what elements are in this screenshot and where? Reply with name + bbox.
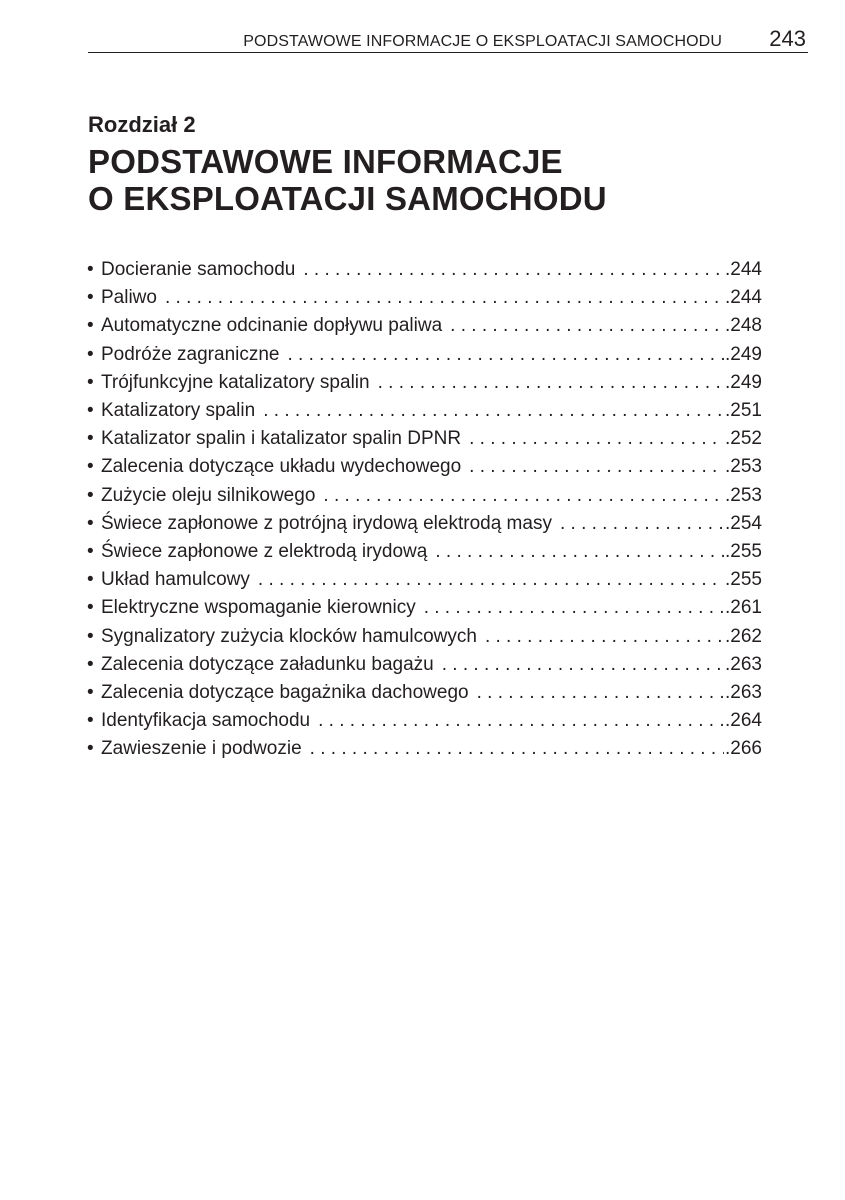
toc-entry[interactable]: [87, 482, 762, 510]
bullet-icon: •: [87, 710, 94, 732]
bullet-icon: •: [87, 569, 94, 591]
toc-entry-page: .263: [725, 681, 762, 703]
toc-entry-page: .244: [725, 287, 762, 309]
bullet-icon: •: [87, 400, 94, 422]
toc-entry-title: Docieranie samochodu: [101, 259, 296, 281]
toc-entry-title: Identyfikacja samochodu: [101, 710, 311, 732]
toc-entry-title: Elektryczne wspomaganie kierownicy: [101, 597, 416, 619]
toc-entry-title: Zalecenia dotyczące układu wydechowego: [101, 456, 462, 478]
toc-entry-page: .262: [725, 625, 762, 647]
page-number: 243: [769, 26, 806, 51]
toc-entry[interactable]: [87, 622, 762, 650]
dot-leader: [469, 427, 724, 451]
toc-entry-page: .251: [725, 400, 762, 422]
dot-leader: [435, 540, 724, 564]
chapter-title-line-2: O EKSPLOATACJI SAMOCHODU: [88, 180, 607, 217]
toc-entry[interactable]: [87, 594, 762, 622]
toc-entry-title: Zawieszenie i podwozie: [101, 738, 302, 760]
bullet-icon: •: [87, 371, 94, 393]
table-of-contents: [87, 256, 762, 763]
dot-leader: [424, 596, 724, 620]
bullet-icon: •: [87, 625, 94, 647]
dot-leader: [485, 625, 724, 649]
dot-leader: [560, 512, 724, 536]
toc-entry-title: Katalizatory spalin: [101, 400, 256, 422]
toc-entry-page: .266: [725, 738, 762, 760]
toc-entry-title: Zalecenia dotyczące załadunku bagażu: [101, 653, 434, 675]
dot-leader: [450, 314, 724, 338]
toc-entry-page: .248: [725, 315, 762, 337]
toc-entry[interactable]: [87, 707, 762, 735]
toc-entry[interactable]: [87, 510, 762, 538]
toc-entry-title: Układ hamulcowy: [101, 569, 250, 591]
toc-entry[interactable]: [87, 256, 762, 284]
toc-entry-page: .253: [725, 456, 762, 478]
bullet-icon: •: [87, 484, 94, 506]
toc-entry[interactable]: [87, 735, 762, 763]
toc-entry-title: Trójfunkcyjne katalizatory spalin: [101, 371, 370, 393]
toc-entry[interactable]: [87, 651, 762, 679]
bullet-icon: •: [87, 287, 94, 309]
dot-leader: [263, 399, 724, 423]
bullet-icon: •: [87, 540, 94, 562]
toc-entry-title: Świece zapłonowe z elektrodą irydową: [101, 540, 428, 562]
chapter-title-line-1: PODSTAWOWE INFORMACJE: [88, 143, 563, 180]
dot-leader: [378, 371, 724, 395]
bullet-icon: •: [87, 428, 94, 450]
bullet-icon: •: [87, 343, 94, 365]
dot-leader: [323, 484, 724, 508]
toc-entry-title: Zalecenia dotyczące bagażnika dachowego: [101, 681, 469, 703]
toc-entry-page: .249: [725, 371, 762, 393]
toc-entry-title: Sygnalizatory zużycia klocków hamulcowych: [101, 625, 477, 647]
toc-entry-page: .255: [725, 540, 762, 562]
bullet-icon: •: [87, 597, 94, 619]
toc-entry[interactable]: [87, 425, 762, 453]
toc-entry[interactable]: [87, 679, 762, 707]
toc-entry-title: Automatyczne odcinanie dopływu paliwa: [101, 315, 443, 337]
bullet-icon: •: [87, 738, 94, 760]
toc-entry-page: .261: [725, 597, 762, 619]
dot-leader: [310, 737, 724, 761]
dot-leader: [288, 343, 725, 367]
bullet-icon: •: [87, 315, 94, 337]
toc-entry-title: Zużycie oleju silnikowego: [101, 484, 316, 506]
dot-leader: [469, 455, 724, 479]
toc-entry-title: Podróże zagraniczne: [101, 343, 280, 365]
dot-leader: [318, 709, 724, 733]
toc-entry[interactable]: [87, 397, 762, 425]
toc-entry-title: Katalizator spalin i katalizator spalin DPNR: [101, 428, 462, 450]
toc-entry-page: .264: [725, 710, 762, 732]
bullet-icon: •: [87, 512, 94, 534]
toc-entry[interactable]: [87, 341, 762, 369]
toc-entry-page: .254: [725, 512, 762, 534]
toc-entry[interactable]: [87, 312, 762, 340]
dot-leader: [442, 653, 724, 677]
toc-entry-page: .253: [725, 484, 762, 506]
toc-entry-page: .249: [725, 343, 762, 365]
dot-leader: [477, 681, 724, 705]
toc-entry-title: Paliwo: [101, 287, 157, 309]
dot-leader: [165, 286, 724, 310]
toc-entry-page: .244: [725, 259, 762, 281]
toc-entry-title: Świece zapłonowe z potrójną irydową elektrodą masy: [101, 512, 552, 534]
toc-entry[interactable]: [87, 566, 762, 594]
chapter-title: [88, 143, 788, 217]
chapter-label: Rozdział 2: [88, 112, 196, 137]
running-header-title: PODSTAWOWE INFORMACJE O EKSPLOATACJI SAMOCHODU: [243, 33, 722, 50]
toc-entry[interactable]: [87, 538, 762, 566]
bullet-icon: •: [87, 653, 94, 675]
toc-entry-page: .252: [725, 428, 762, 450]
toc-entry[interactable]: [87, 369, 762, 397]
toc-entry[interactable]: [87, 284, 762, 312]
bullet-icon: •: [87, 259, 94, 281]
toc-entry[interactable]: [87, 453, 762, 481]
bullet-icon: •: [87, 456, 94, 478]
running-header: [88, 28, 808, 53]
dot-leader: [258, 568, 724, 592]
dot-leader: [303, 258, 724, 282]
bullet-icon: •: [87, 681, 94, 703]
toc-entry-page: .263: [725, 653, 762, 675]
toc-entry-page: .255: [725, 569, 762, 591]
